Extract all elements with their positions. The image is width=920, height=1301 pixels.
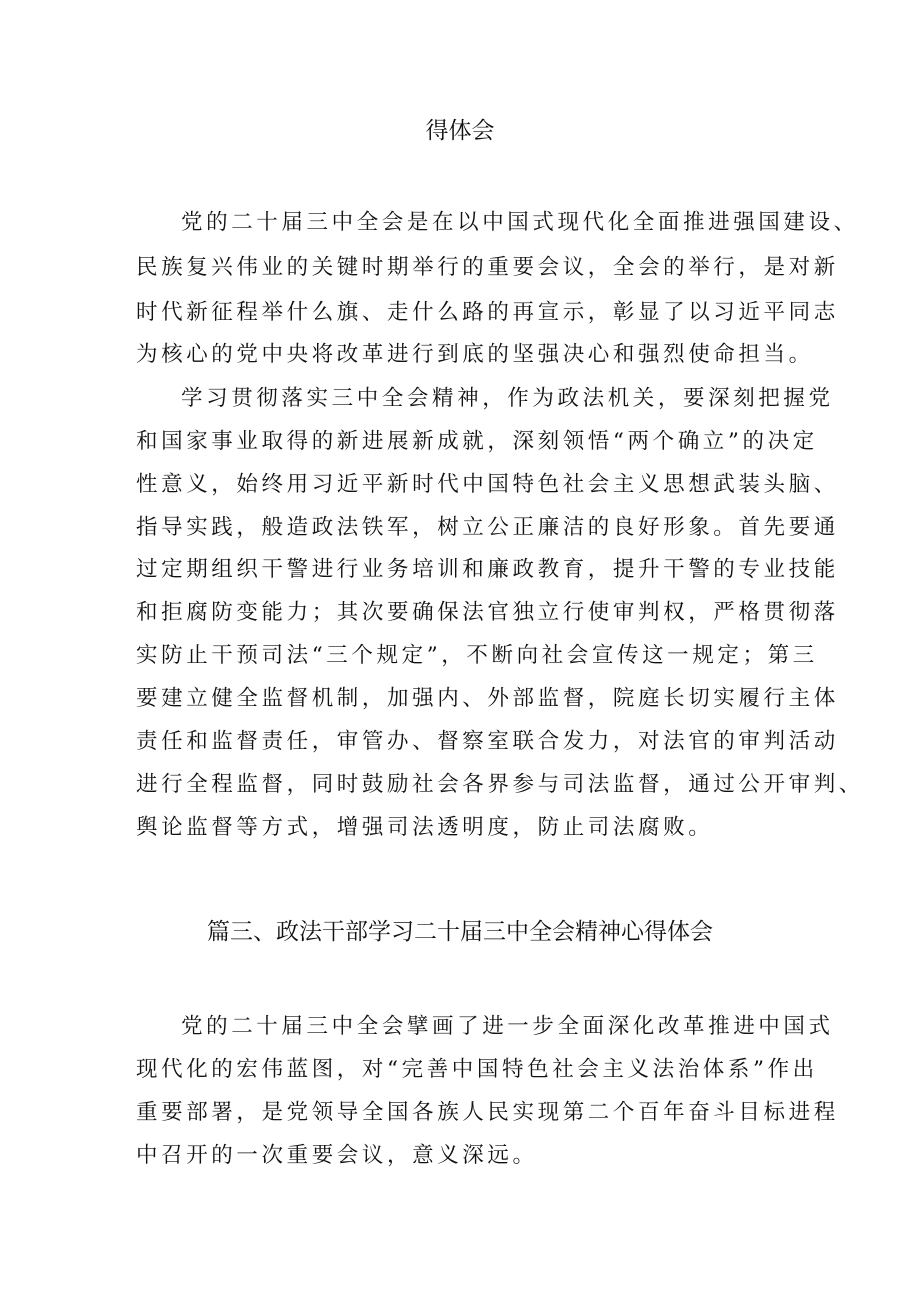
text-line: 党的二十届三中全会擘画了进一步全面深化改革推进中国式 <box>181 1014 834 1039</box>
text-line: 民族复兴伟业的关键时期举行的重要会议，全会的举行，是对新 <box>136 255 839 280</box>
text-line: 学习贯彻落实三中全会精神，作为政法机关，要深刻把握党 <box>181 386 834 411</box>
text-line: 党的二十届三中全会是在以中国式现代化全面推进强国建设、 <box>181 210 859 235</box>
text-line: 为核心的党中央将改革进行到底的坚强决心和强烈使命担当。 <box>136 342 814 367</box>
text-line: 现代化的宏伟蓝图，对“完善中国特色社会主义法治体系”作出 <box>136 1057 818 1082</box>
section-heading: 得体会 <box>425 118 495 144</box>
text-line: 和国家事业取得的新进展新成就，深刻领悟“两个确立”的决定 <box>136 429 818 454</box>
text-line: 和拒腐防变能力；其次要确保法官独立行使审判权，严格贯彻落 <box>136 600 839 625</box>
text-line: 时代新征程举什么旗、走什么路的再宣示，彰显了以习近平同志 <box>136 300 839 325</box>
text-line: 中召开的一次重要会议，意义深远。 <box>136 1143 538 1168</box>
text-line: 过定期组织干警进行业务培训和廉政教育，提升干警的专业技能 <box>136 557 839 582</box>
text-line: 进行全程监督，同时鼓励社会各界参与司法监督，通过公开审判、 <box>136 772 864 797</box>
text-line: 指导实践，般造政法铁军，树立公正廉洁的良好形象。首先要通 <box>136 515 839 540</box>
text-line: 性意义，始终用习近平新时代中国特色社会主义思想武装头脑、 <box>136 472 839 497</box>
text-line: 舆论监督等方式，增强司法透明度，防止司法腐败。 <box>136 815 714 840</box>
text-line: 重要部署，是党领导全国各族人民实现第二个百年奋斗目标进程 <box>136 1100 839 1125</box>
text-line: 要建立健全监督机制，加强内、外部监督，院庭长切实履行主体 <box>136 686 839 711</box>
text-line: 责任和监督责任，审管办、督察室联合发力，对法官的审判活动 <box>136 729 839 754</box>
section-heading: 篇三、政法干部学习二十届三中全会精神心得体会 <box>207 919 713 945</box>
text-line: 实防止干预司法“三个规定”，不断向社会宣传这一规定；第三 <box>136 643 818 668</box>
